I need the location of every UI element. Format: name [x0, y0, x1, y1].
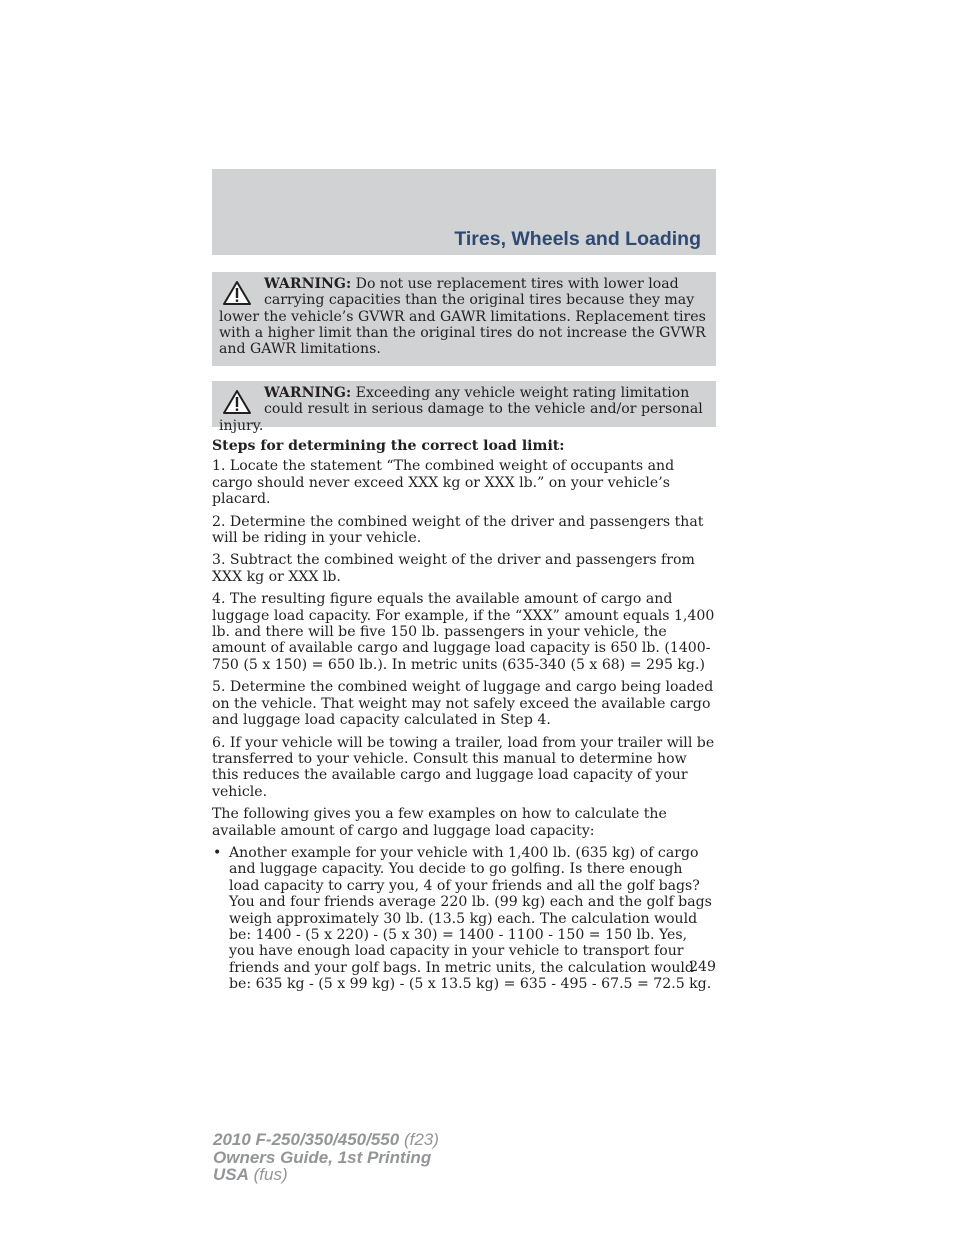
step-5: 5. Determine the combined weight of luggage and cargo being loaded on the vehicle. That weight may not safely exceed the available cargo and luggage load capacity calculated in Step 4. — [212, 679, 714, 729]
examples-intro: The following gives you a few examples on how to calculate the available amount of cargo and luggage load capacity: — [212, 806, 667, 839]
warning-box-replacement-tires — [212, 272, 716, 366]
bullet-text: Another example for your vehicle with 1,400 lb. (635 kg) of cargo and luggage capacity. You decide to go golfing. Is there enough load capacity to carry you, 4 of your friends and all the golf bags? You and four friends average 220 lb. (99 kg) each and the golf bags weigh approximately 30 lb. (13.5 kg) each. The calculation would be: 1400 - (5 x 220) - (5 x 30) = 1400 - 1100 - 150 = 150 lb. Yes, you have enough load capacity in your vehicle to transport four friends and your golf bags. In metric units, the calculation would be: 635 kg - (5 x 99 kg) - (5 x 13.5 kg) = 635 - 495 - 67.5 = 72.5 kg. — [229, 844, 712, 993]
step-6: 6. If your vehicle will be towing a trailer, load from your trailer will be transferred to your vehicle. Consult this manual to determine how this reduces the available cargo and luggage load capacity of your vehicle. — [212, 734, 715, 800]
footer-imprint — [213, 1131, 439, 1184]
warning-label: WARNING: — [264, 276, 352, 292]
list-item — [212, 845, 716, 993]
footer-line-model — [213, 1131, 439, 1149]
warning-triangle-icon — [222, 389, 252, 415]
step-3: 3. Subtract the combined weight of the driver and passengers from XXX kg or XXX lb. — [212, 552, 695, 585]
footer-line-edition: Owners Guide, 1st Printing — [213, 1147, 432, 1167]
footer-market: USA — [213, 1165, 249, 1184]
header-band — [212, 169, 716, 255]
step-2: 2. Determine the combined weight of the driver and passengers that will be riding in your vehicle. — [212, 513, 704, 547]
footer-model: 2010 F-250/350/450/550 — [213, 1130, 400, 1149]
bullet-mark: • — [213, 844, 222, 861]
step-4: 4. The resulting figure equals the available amount of cargo and luggage load capacity. For example, if the “XXX” amount equals 1,400 lb. and there will be five 150 lb. passengers in your vehicle, the amount of available cargo and luggage load capacity is 650 lb. (1400-750 (5 x 150) = 650 lb.). In metric units (635-340 (5 x 68) = 295 kg.) — [212, 591, 715, 673]
steps-heading: Steps for determining the correct load limit: — [212, 438, 565, 454]
warning-text: Exceeding any vehicle weight rating limitation could result in serious damage to the vehicle and/or personal injury. — [219, 385, 703, 434]
footer-line-market — [213, 1166, 439, 1184]
warning-triangle-icon — [222, 280, 252, 306]
warning-text: Do not use replacement tires with lower load carrying capacities than the original tires because they may lower the vehicle’s GVWR and GAWR limitations. Replacement tires with a higher limit than the original tires do not increase the GVWR and GAWR limitations. — [219, 276, 706, 358]
section-title: Tires, Wheels and Loading — [454, 228, 701, 250]
warning-label: WARNING: — [264, 385, 352, 401]
footer-model-code: (f23) — [399, 1130, 439, 1149]
examples-list — [212, 845, 716, 993]
warning-box-weight-rating — [212, 381, 716, 434]
page-number: 249 — [689, 959, 716, 975]
body-content — [212, 438, 716, 993]
step-1: 1. Locate the statement “The combined weight of occupants and cargo should never exceed XXX kg or XXX lb.” on your vehicle’s placard. — [212, 458, 675, 508]
footer-market-code: (fus) — [248, 1165, 288, 1184]
